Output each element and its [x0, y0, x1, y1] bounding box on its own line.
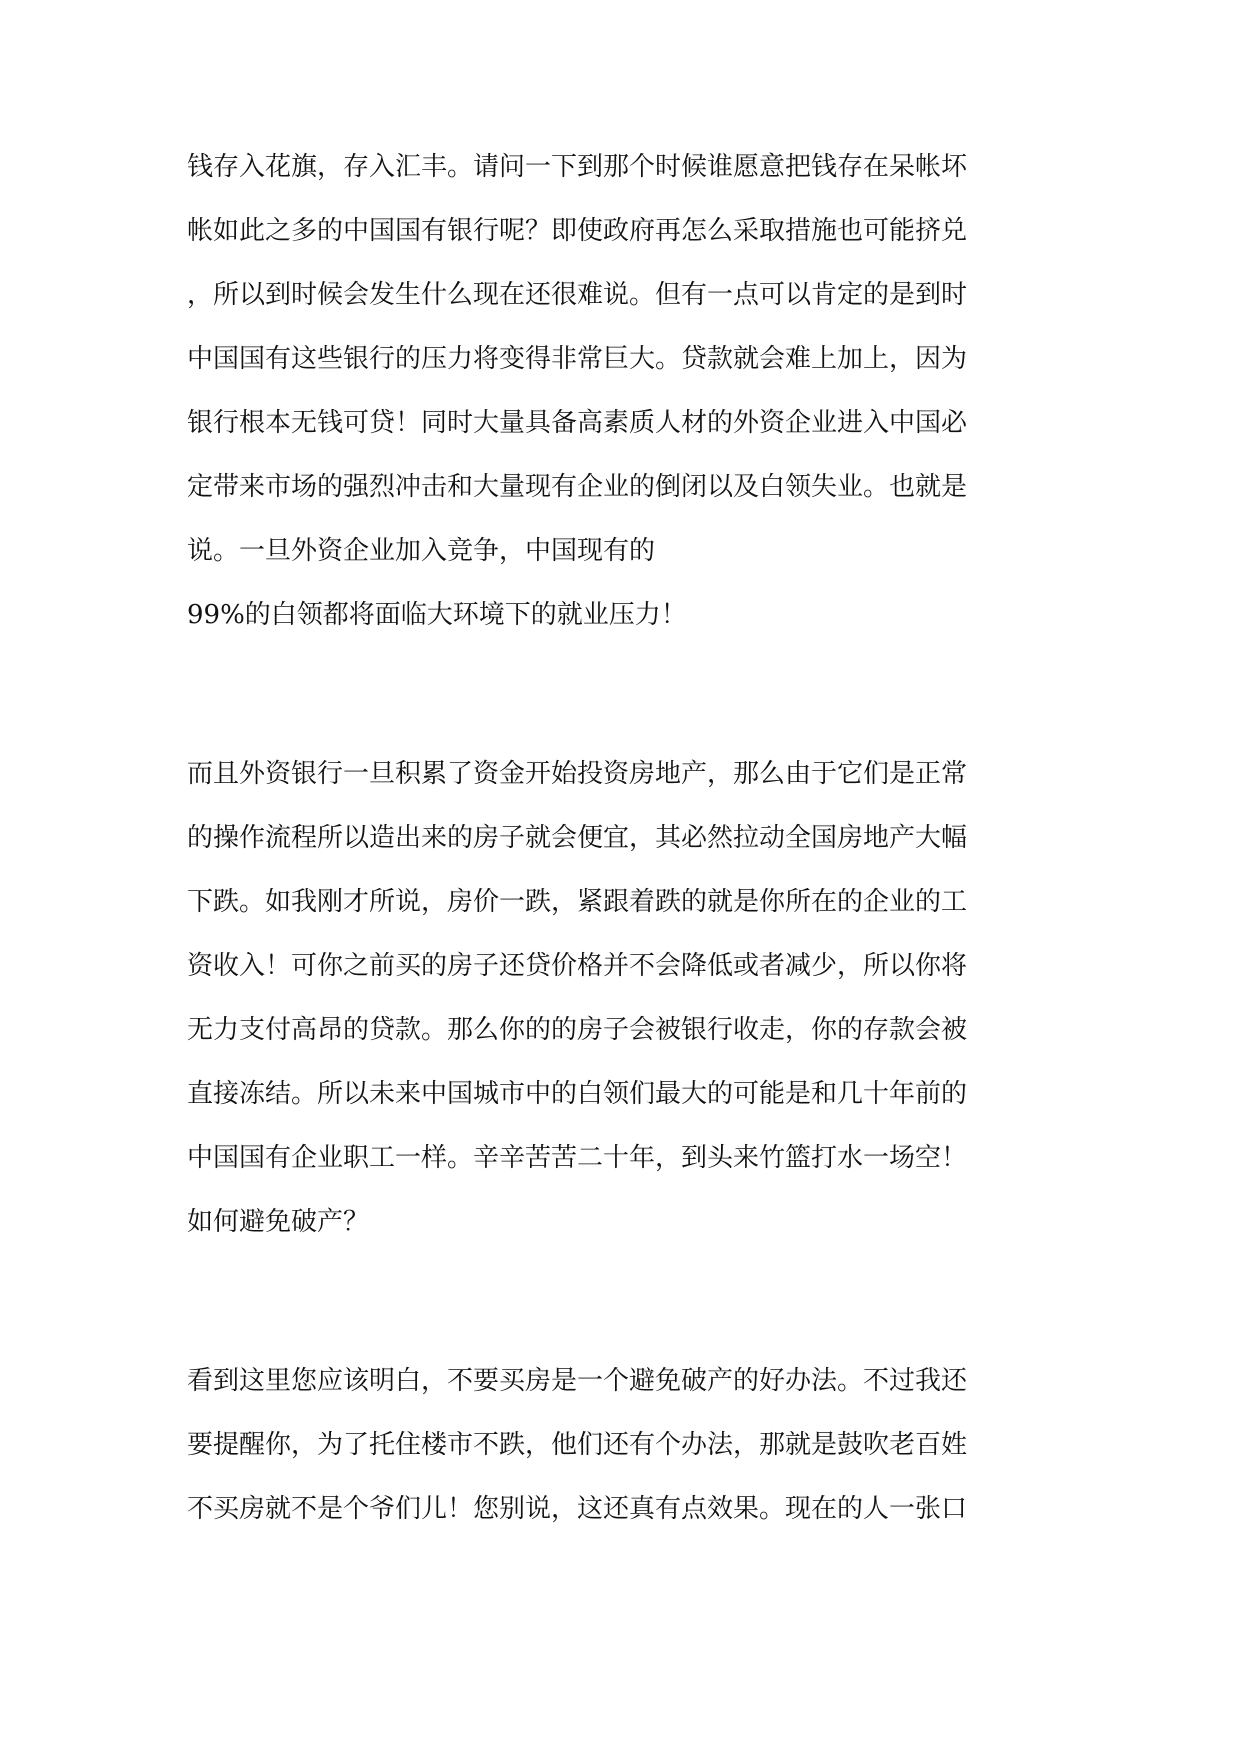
text-line: 说。一旦外资企业加入竞争，中国现有的: [187, 536, 656, 566]
text-line: 无力支付高昂的贷款。那么你的的房子会被银行收走，你的存款会被: [187, 1015, 968, 1045]
text-line: 资收入！可你之前买的房子还贷价格并不会降低或者减少，所以你将: [187, 951, 968, 981]
text-line: 中国国有这些银行的压力将变得非常巨大。贷款就会难上加上，因为: [187, 344, 968, 374]
text-line: 不买房就不是个爷们儿！您别说，这还真有点效果。现在的人一张口: [187, 1494, 968, 1524]
text-line: 帐如此之多的中国国有银行呢？即使政府再怎么采取措施也可能挤兑: [187, 216, 968, 246]
section-heading: 如何避免破产？: [187, 1207, 370, 1237]
text-line: 银行根本无钱可贷！同时大量具备高素质人材的外资企业进入中国必: [187, 408, 968, 438]
text-line: 下跌。如我刚才所说，房价一跌，紧跟着跌的就是你所在的企业的工: [187, 887, 968, 917]
text-line: 要提醒你，为了托住楼市不跌，他们还有个办法，那就是鼓吹老百姓: [187, 1430, 968, 1460]
text-line: 而且外资银行一旦积累了资金开始投资房地产，那么由于它们是正常: [187, 759, 968, 789]
text-line: 中国国有企业职工一样。辛辛苦苦二十年，到头来竹篮打水一场空！: [187, 1143, 968, 1173]
text-line: ，所以到时候会发生什么现在还很难说。但有一点可以肯定的是到时: [187, 280, 968, 310]
text-line: 的操作流程所以造出来的房子就会便宜，其必然拉动全国房地产大幅: [187, 823, 968, 853]
text-line: 看到这里您应该明白，不要买房是一个避免破产的好办法。不过我还: [187, 1366, 968, 1396]
text-line: 99%的白领都将面临大环境下的就业压力！: [187, 600, 687, 630]
text-line: 直接冻结。所以未来中国城市中的白领们最大的可能是和几十年前的: [187, 1079, 968, 1109]
text-line: 钱存入花旗，存入汇丰。请问一下到那个时候谁愿意把钱存在呆帐坏: [187, 152, 968, 182]
text-line: 定带来市场的强烈冲击和大量现有企业的倒闭以及白领失业。也就是: [187, 472, 968, 502]
